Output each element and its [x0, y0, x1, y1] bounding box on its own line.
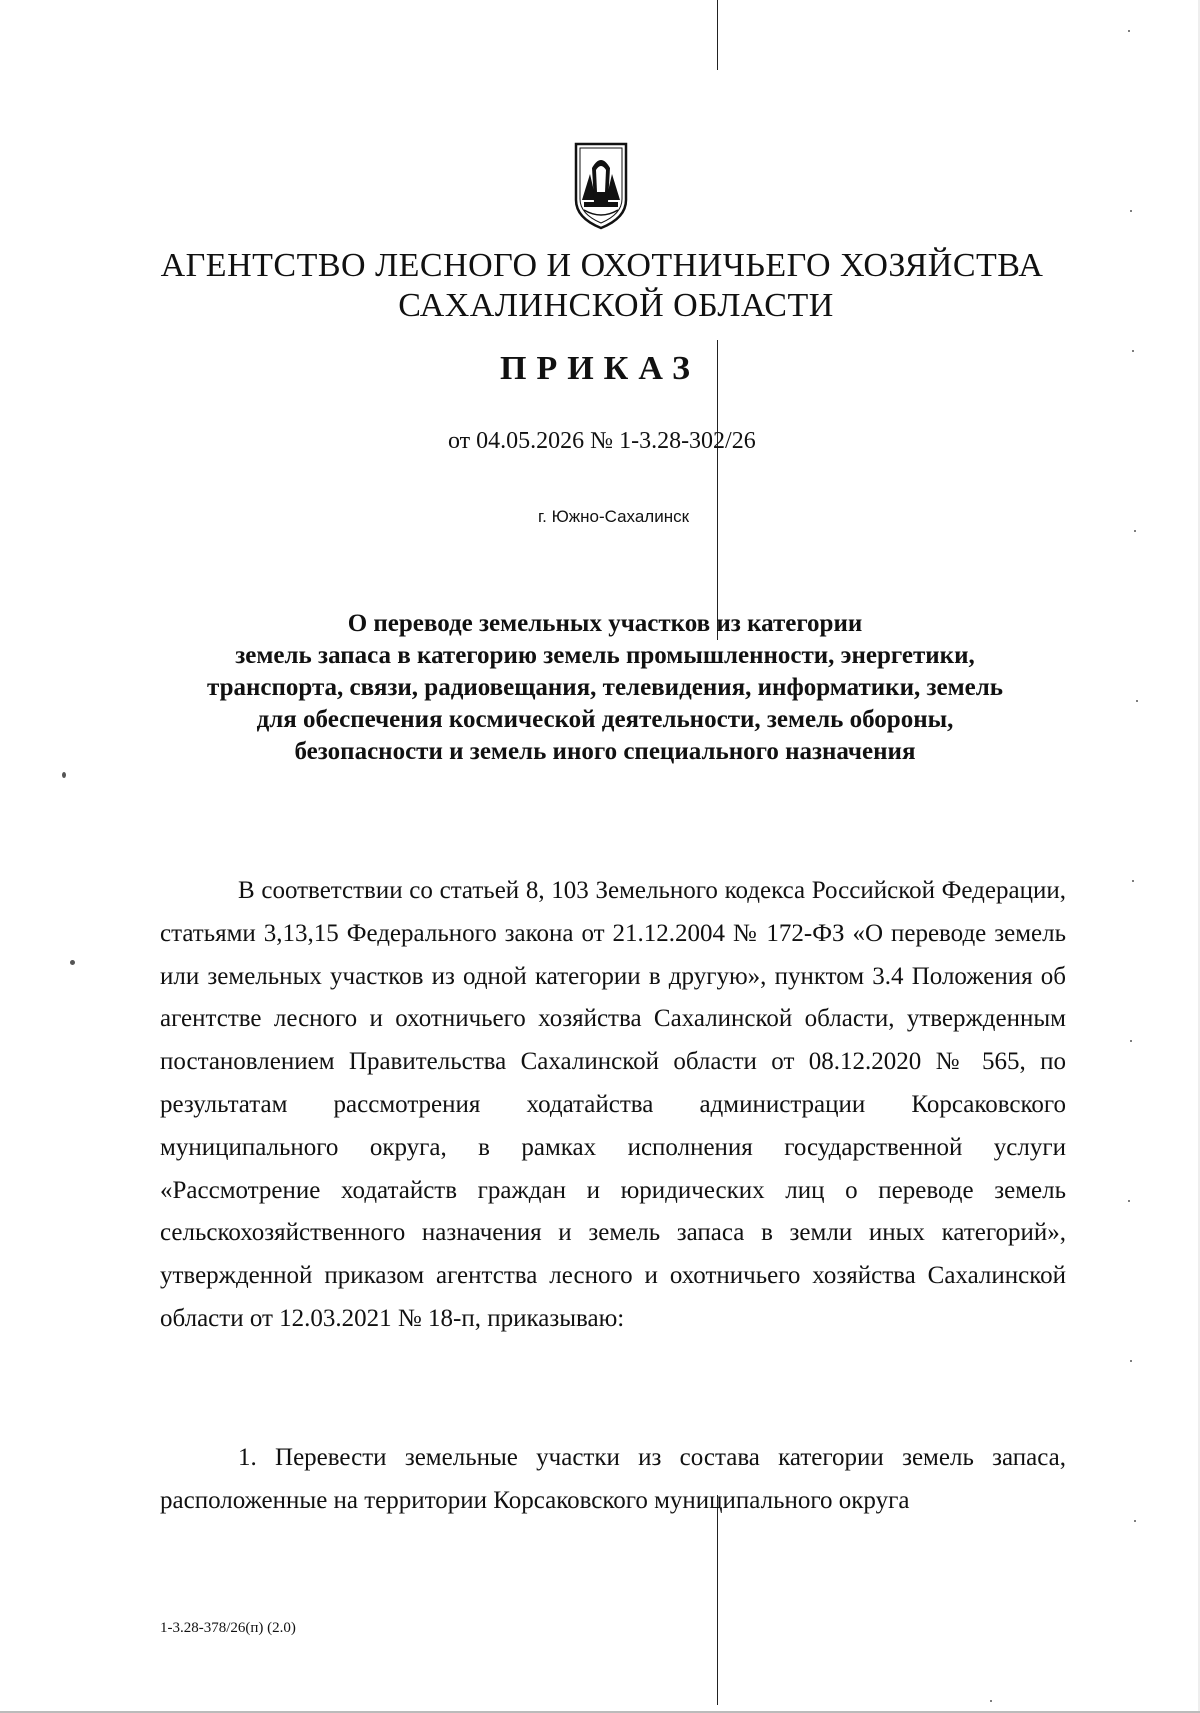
agency-name-line-1: АГЕНТСТВО ЛЕСНОГО И ОХОТНИЧЬЕГО ХОЗЯЙСТВА — [160, 247, 1044, 284]
order-subject-title — [150, 608, 1060, 768]
body-paragraph-item-1: 1. Перевести земельные участки из состава категории земель запаса, расположенные на территории Корсаковского муниципального округа — [160, 1444, 1066, 1514]
subject-line: транспорта, связи, радиовещания, телевидения, информатики, земель — [207, 674, 1003, 701]
agency-name-line-2: САХАЛИНСКОЙ ОБЛАСТИ — [398, 287, 834, 324]
subject-line: для обеспечения космической деятельности, земель обороны, — [256, 706, 954, 733]
scan-speck — [1128, 30, 1130, 32]
scan-speck — [1130, 1040, 1132, 1042]
scan-speck — [1134, 1520, 1136, 1522]
scan-speck — [1132, 880, 1134, 882]
scan-speck — [1130, 1360, 1132, 1362]
subject-line: безопасности и земель иного специального назначения — [294, 738, 916, 765]
body-paragraph-preamble: В соответствии со статьей 8, 103 Земельного кодекса Российской Федерации, статьями 3,13,15 Федерального закона от 21.12.2004 № 172-ФЗ «О переводе земель или земельных участков из одной категории в другую», пунктом 3.4 Положения об агентстве лесного и охотничьего хозяйства Сахалинской области, утвержденным постановлением Правительства Сахалинской области от 08.12.2020 № 565, по результатам рассмотрения ходатайства администрации Корсаковского муниципального округа, в рамках исполнения государственной услуги «Рассмотрение ходатайств граждан и юридических лиц о переводе земель сельскохозяйственного назначения и земель запаса в земли иных категорий», утвержденной приказом агентства лесного и охотничьего хозяйства Сахалинской области от 12.03.2021 № 18-п, приказываю: — [160, 877, 1066, 1332]
scan-speck — [1134, 530, 1136, 532]
scan-speck — [70, 960, 75, 965]
document-registration-code: 1-3.28-378/26(п) (2.0) — [160, 1620, 296, 1636]
subject-line: земель запаса в категорию земель промышленности, энергетики, — [235, 642, 975, 669]
document-city: г. Южно-Сахалинск — [538, 507, 690, 526]
document-type-title: ПРИКАЗ — [500, 350, 700, 387]
coat-of-arms-icon — [572, 140, 630, 232]
scan-fold-line — [717, 0, 718, 70]
scan-fold-line — [717, 1495, 718, 1705]
document-date-number: от 04.05.2026 № 1-3.28-302/26 — [448, 428, 756, 454]
scan-speck — [62, 772, 66, 778]
subject-line: О переводе земельных участков из категории — [347, 610, 863, 637]
scan-speck — [1128, 1200, 1130, 1202]
scan-speck — [1136, 700, 1138, 702]
scan-speck — [990, 1700, 992, 1702]
scan-speck — [1130, 210, 1132, 212]
